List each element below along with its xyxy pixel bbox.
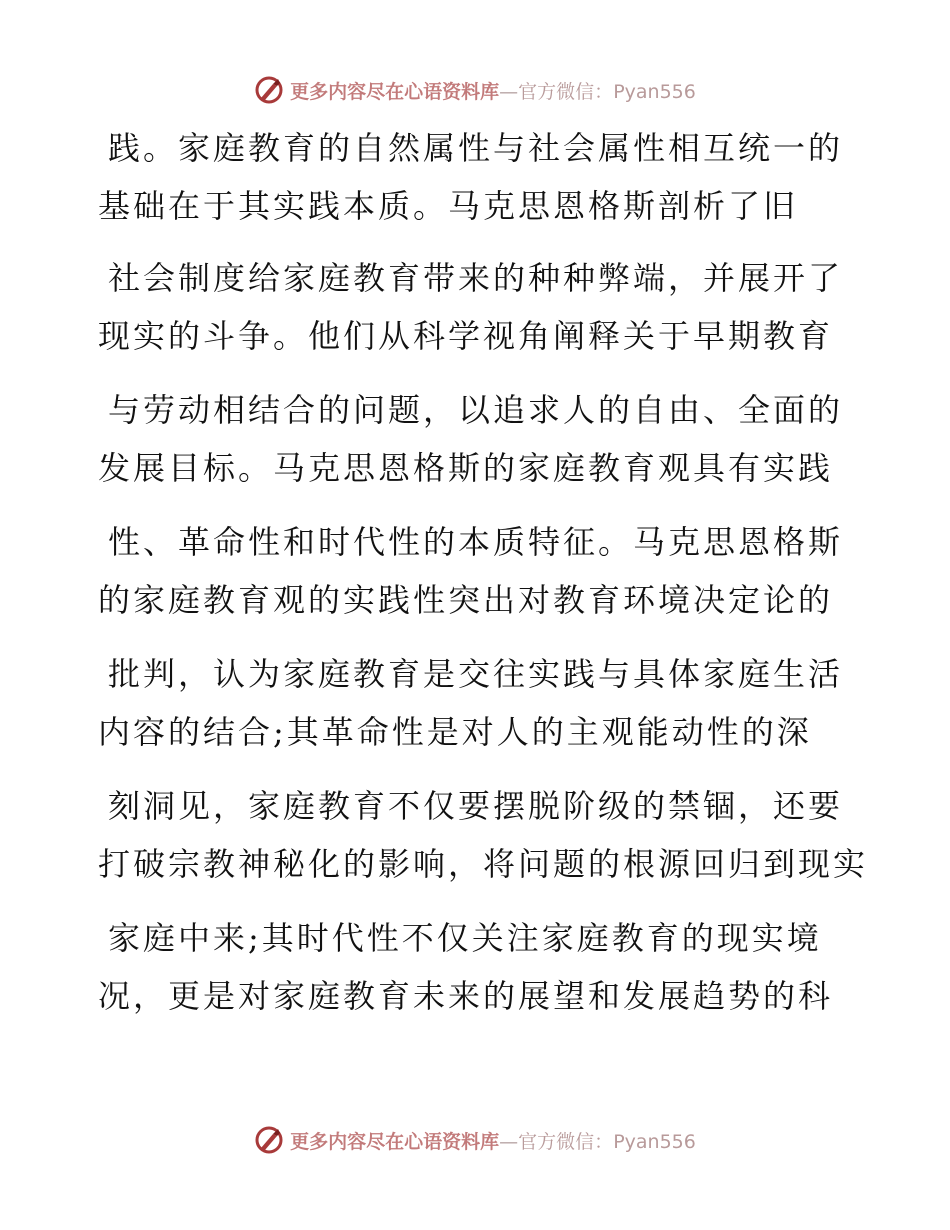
banner-text <box>290 1127 696 1154</box>
text-line: 发展目标。马克思恩格斯的家庭教育观具有实践 <box>98 449 834 487</box>
text-line: 现实的斗争。他们从科学视角阐释关于早期教育 <box>98 317 834 355</box>
banner-wechat-label: 官方微信： <box>518 80 614 103</box>
text-line: 批判，认为家庭教育是交往实践与具体家庭生活 <box>108 655 844 693</box>
banner-separator: — <box>499 1130 519 1153</box>
text-line: 家庭中来;其时代性不仅关注家庭教育的现实境 <box>108 919 822 957</box>
banner-separator: — <box>499 80 519 103</box>
text-line: 的家庭教育观的实践性突出对教育环境决定论的 <box>98 581 834 619</box>
banner-wechat-id: Pyan556 <box>613 80 696 103</box>
text-line: 与劳动相结合的问题，以追求人的自由、全面的 <box>108 391 844 429</box>
footer-banner <box>0 1120 950 1160</box>
pen-logo-icon <box>254 1125 284 1155</box>
banner-brand: 更多内容尽在心语资料库 <box>290 1130 500 1153</box>
banner-wechat-id: Pyan556 <box>613 1130 696 1153</box>
text-line: 打破宗教神秘化的影响，将问题的根源回归到现实 <box>98 845 869 883</box>
text-line: 基础在于其实践本质。马克思恩格斯剖析了旧 <box>98 187 799 225</box>
header-banner <box>0 70 950 110</box>
banner-wechat-label: 官方微信： <box>518 1130 614 1153</box>
banner-text <box>290 77 696 104</box>
text-line: 性、革命性和时代性的本质特征。马克思恩格斯 <box>108 523 844 561</box>
text-line: 践。家庭教育的自然属性与社会属性相互统一的 <box>108 129 844 167</box>
pen-logo-icon <box>254 75 284 105</box>
text-line: 社会制度给家庭教育带来的种种弊端，并展开了 <box>108 259 844 297</box>
text-line: 内容的结合;其革命性是对人的主观能动性的深 <box>98 713 812 751</box>
banner-brand: 更多内容尽在心语资料库 <box>290 80 500 103</box>
text-line: 况，更是对家庭教育未来的展望和发展趋势的科 <box>98 977 834 1015</box>
text-line: 刻洞见，家庭教育不仅要摆脱阶级的禁锢，还要 <box>108 787 844 825</box>
